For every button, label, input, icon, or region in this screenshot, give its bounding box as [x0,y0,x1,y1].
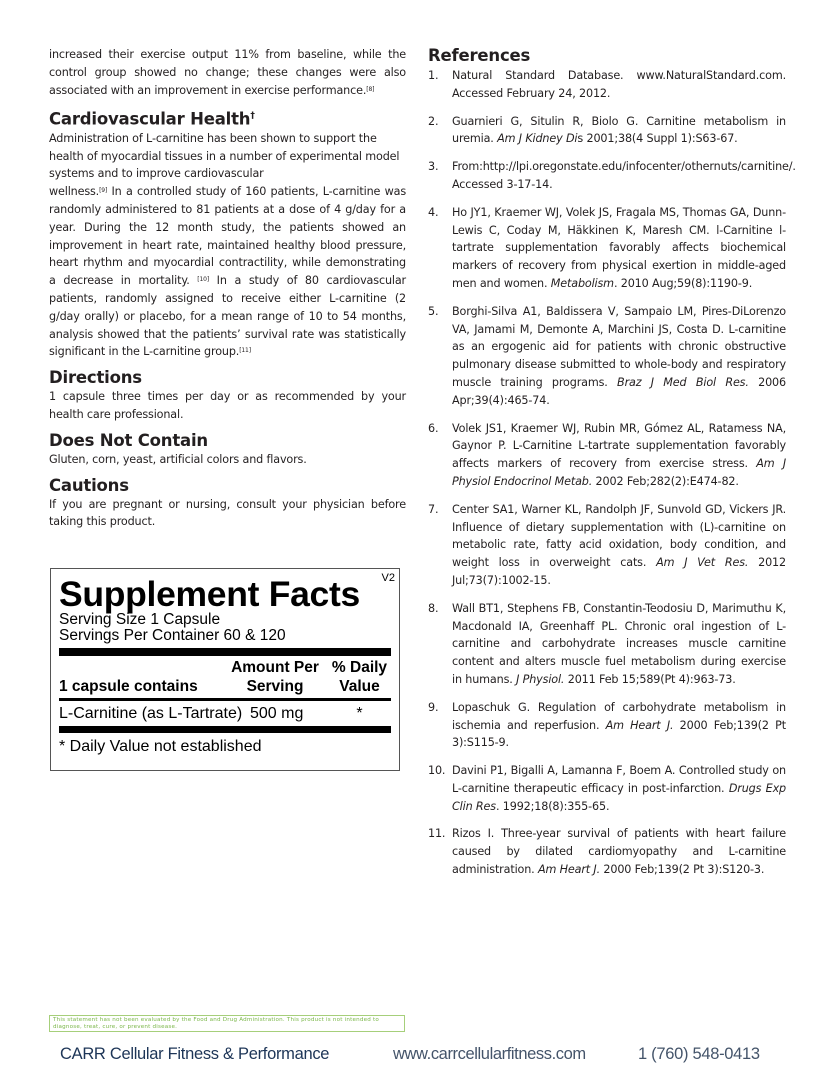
references-list [428,67,796,879]
reference-segment: Volek JS1, Kraemer WJ, Rubin MR, Gómez AL, Ratamess NA, Gaynor P. L-Carnitine L-tartrate supplementation favorably affects markers of recovery from exercise stress. [452,421,786,471]
reference-number: 7. [428,502,439,516]
reference-segment: Guarnieri G, Situlin R, Biolo G. Carnitine metabolism in uremia. [452,114,786,146]
reference-number: 8. [428,601,439,615]
reference-segment: . 1992;18(8):355-65. [495,799,610,813]
reference-number: 3. [428,160,439,174]
reference-text [452,762,786,815]
facts-footnote: * Daily Value not established [59,738,262,755]
reference-item [428,501,786,590]
fda-disclaimer: This statement has not been evaluated by the Food and Drug Administration. This product is not intended to diagnose, treat, cure, or prevent disease. [49,1015,405,1032]
reference-number: 5. [428,304,439,318]
cautions-text: If you are pregnant or nursing, consult your physician before taking this product. [49,497,406,529]
facts-header-row [59,656,391,696]
reference-segment: 2000 Feb;139(2 Pt 3):S115-9. [452,718,786,750]
ingredient-name: L-Carnitine (as L-Tartrate) [59,704,243,722]
reference-segment: Rizos I. Three-year survival of patients with heart failure caused by dilated cardiomyopathy and L-carnitine administration. [452,827,786,877]
serving-size: Serving Size 1 Capsule [59,611,221,628]
directions-text: 1 capsule three times per day or as recommended by your health care professional. [49,390,406,422]
directions-heading: Directions [49,368,142,388]
divider-thick [59,648,391,656]
footer-url[interactable]: www.carrcellularfitness.com [393,1045,586,1063]
servings-per-container: Servings Per Container 60 & 120 [59,626,286,644]
ingredient-dv: * [356,704,363,722]
reference-segment: Ho JY1, Kraemer WJ, Volek JS, Fragala MS, Thomas GA, Dunn-Lewis C, Coday M, Häkkinen K, Maresh CM. l-Carnitine l-tartrate supplementation favorably affects biochemical markers of recovery from physical exertion in middle-aged men and women. [452,205,786,290]
cardio-heading: Cardiovascular Health† [49,109,255,129]
journal-name: Am Heart J. [537,863,600,877]
references-column [428,46,796,889]
reference-segment: 2011 Feb 15;589(Pt 4):963-73. [564,672,736,686]
does-not-contain-section [49,431,406,469]
reference-segment: Lopaschuk G. Regulation of carbohydrate metabolism in ischemia and reperfusion. [452,700,786,732]
reference-item [428,825,786,878]
reference-text [452,113,786,149]
does-not-contain-text: Gluten, corn, yeast, artificial colors and flavors. [49,452,307,466]
journal-name: Am Heart J. [605,718,674,732]
cautions-section [49,476,406,532]
reference-segment: 2002 Feb;282(2):E474-82. [592,474,739,488]
reference-number: 6. [428,421,439,435]
intro-paragraph: increased their exercise output 11% from baseline, while the control group showed no change; these changes were also associated with an improvement in exercise performance.[8] [49,48,406,97]
reference-text [452,303,786,410]
version-label: V2 [381,572,395,584]
citation: [10] [197,276,210,284]
reference-segment: From:http://lpi.oregonstate.edu/infocenter/othernuts/carnitine/. Accessed 3-17-14. [452,160,796,191]
reference-segment: . 2010 Aug;59(8):1190-9. [613,276,753,290]
journal-name: Drugs Exp Clin Res [452,781,786,813]
supplement-facts-panel [50,568,400,771]
reference-item [428,420,786,491]
reference-segment: Davini P1, Bigalli A, Lamanna F, Boem A. Controlled study on L-carnitine therapeutic efficacy in post-infarction. [452,764,786,795]
ingredient-amount: 500 mg [250,704,304,722]
does-not-contain-heading: Does Not Contain [49,430,208,450]
journal-name: Am J Vet Res. [656,556,749,570]
footer-phone: 1 (760) 548-0413 [638,1045,760,1063]
reference-segment: Borghi-Silva A1, Baldissera V, Sampaio LM, Pires-DiLorenzo VA, Jamami M, Demonte A, Marchini JS, Costa D. L-carnitine as an ergogenic aid for patients with chronic obstructive pulmonary disease submitted to whole-body and respiratory muscle training programs. [452,304,786,389]
footer [0,1045,835,1065]
reference-text [452,501,786,590]
reference-text [452,67,786,103]
reference-item [428,303,786,410]
journal-name: J Physiol. [516,672,565,686]
reference-item [428,204,786,293]
reference-item [428,600,786,689]
citation: [8] [366,85,375,93]
reference-text [452,699,786,752]
citation: [9] [99,187,108,195]
left-column [49,46,406,531]
cardio-section [49,106,406,361]
facts-row [59,701,391,726]
header-contains: 1 capsule contains [59,678,198,695]
journal-name: Am J Kidney Di [497,132,578,146]
reference-item [428,762,786,815]
footer-brand: CARR Cellular Fitness & Performance [60,1045,330,1063]
reference-number: 2. [428,114,439,128]
reference-number: 10. [428,764,446,778]
directions-section [49,368,406,424]
reference-item [428,158,796,194]
journal-name: Am J Physiol Endocrinol Metab. [452,457,786,488]
journal-name: Braz J Med Biol Res. [617,375,749,389]
header-amount: Amount Per Serving [231,659,319,695]
reference-text [452,600,786,689]
cardio-paragraph: Administration of L-carnitine has been shown to support the health of myocardial tissues in a number of experimental model systems and to improve cardiovascular [49,131,400,181]
reference-number: 9. [428,700,439,714]
reference-number: 4. [428,205,439,219]
cautions-heading: Cautions [49,475,129,495]
reference-item [428,113,786,149]
references-heading: References [428,46,531,65]
supplement-facts-title: Supplement Facts [59,574,360,614]
reference-text [452,158,796,194]
reference-text [452,420,786,491]
header-daily-value: % Daily Value [331,659,388,695]
reference-text [452,825,786,878]
cardio-paragraph-cont: wellness.[9] In a controlled study of 160 patients, L-carnitine was randomly administered to 81 patients at a dose of 4 g/day for a year. During the 12 month study, the patients showed an improvement in heart rate, maintained healthy blood pressure, heart rhythm and myocardial contractility, while demonstrating a decrease in mortality. [10] In a study of 80 cardiovascular patients, randomly assigned to receive either L-carnitine (2 g/day orally) or placebo, for a mean range of 10 to 54 months, analysis showed that the patients’ survival rate was statistically significant in the L-carnitine group.[11] [49,185,406,359]
citation: [11] [239,347,251,355]
reference-text [452,204,786,293]
reference-segment: 2006 Apr;39(4):465-74. [452,375,786,407]
reference-number: 1. [428,69,439,82]
journal-name: Metabolism [550,276,614,290]
reference-segment: 2000 Feb;139(2 Pt 3):S120-3. [600,863,765,877]
reference-item [428,67,786,103]
reference-segment: Natural Standard Database. www.NaturalStandard.com. Accessed February 24, 2012. [452,69,786,100]
reference-segment: Wall BT1, Stephens FB, Constantin-Teodosiu D, Marimuthu K, Macdonald IA, Greenhaff PL. Chronic oral ingestion of L-carnitine and carbohydrate increases muscle carnitine content and alters muscle fuel metabolism during exercise in humans. [452,601,786,686]
reference-segment: Center SA1, Warner KL, Randolph JF, Sunvold GD, Vickers JR. Influence of dietary supplementation with (L)-carnitine on metabolic rate, fatty acid oxidation, body condition, and weight loss in overweight cats. [452,502,786,570]
reference-segment: 2012 Jul;73(7):1002-15. [452,556,786,587]
reference-item [428,699,786,752]
reference-segment: s 2001;38(4 Suppl 1):S63-67. [577,132,738,146]
divider-thick [59,726,391,733]
reference-number: 11. [428,827,446,841]
